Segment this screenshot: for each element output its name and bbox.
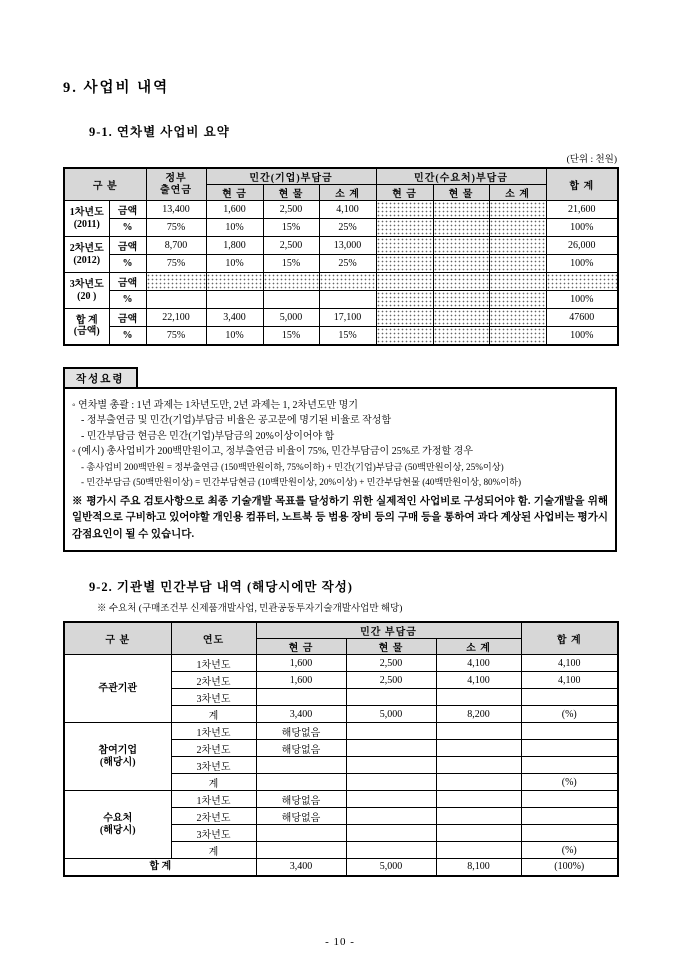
cell: 3차년도: [171, 757, 256, 774]
cell: 계: [171, 842, 256, 859]
cell: 3차년도: [171, 689, 256, 706]
cell: 15%: [263, 327, 319, 345]
guide-line: - 정부출연금 및 민간(기업)부담금 비율은 공고문에 명기된 비율로 작성함: [81, 415, 392, 426]
cell: 계: [171, 706, 256, 723]
cell: 1차년도: [171, 655, 256, 672]
cell: 13,000: [319, 237, 376, 255]
cell: [433, 291, 489, 309]
cell: 해당없음: [256, 740, 346, 757]
cell: 10%: [206, 327, 263, 345]
cell: [256, 774, 346, 791]
year-sublabel: (2012): [73, 254, 101, 266]
cell: [436, 757, 521, 774]
cell: 1,600: [256, 672, 346, 689]
cell: 해당없음: [256, 723, 346, 740]
cell: [436, 689, 521, 706]
header-subtotal: 소 계: [436, 639, 521, 655]
cell: [489, 219, 546, 237]
header-gubun: 구 분: [64, 622, 171, 655]
cell: [433, 273, 489, 291]
cell: 13,400: [146, 201, 206, 219]
page-content: [63, 76, 617, 877]
cell: [433, 327, 489, 345]
cell: 17,100: [319, 309, 376, 327]
guide-line: - 민간부담금 (50백만원이상) = 민간부담현금 (10백만원이상, 20%이상) + 민간부담현물 (40백만원이상, 80%이하): [81, 477, 522, 487]
cell: 3,400: [256, 859, 346, 876]
cell: 5,000: [263, 309, 319, 327]
cell: [376, 273, 433, 291]
cell: 2,500: [346, 672, 436, 689]
cell: 100%: [546, 291, 618, 309]
writing-guide-tab: 작성요령: [63, 367, 138, 389]
table-row-y1-pct: [64, 219, 618, 237]
cell: [436, 842, 521, 859]
cell: [376, 201, 433, 219]
cell: 100%: [546, 327, 618, 345]
cell: [489, 291, 546, 309]
row-label-total: [64, 309, 109, 345]
cell: (%): [521, 774, 618, 791]
row-label-year2: [64, 237, 109, 273]
cell: [376, 219, 433, 237]
table-row-y3-pct: [64, 291, 618, 309]
cell: [546, 273, 618, 291]
cell: [146, 273, 206, 291]
grand-total-label: 합 계: [64, 859, 256, 876]
page-number: - 10 -: [325, 936, 355, 948]
header-year: 연도: [171, 622, 256, 655]
table-row-grand-total: [64, 859, 618, 876]
cell: 4,100: [436, 655, 521, 672]
cell: 10%: [206, 219, 263, 237]
group-name: 참여기업: [98, 744, 138, 756]
guide-line: ◦ (예시) 총사업비가 200백만원이고, 정부출연금 비율이 75%, 민간부담금이 25%로 가정할 경우: [72, 446, 473, 457]
cell: 4,100: [436, 672, 521, 689]
cell: 2차년도: [171, 740, 256, 757]
guide-line: ◦ 연차별 총괄 : 1년 과제는 1차년도만, 2년 과제는 1, 2차년도만 명기: [72, 399, 359, 411]
cell: 75%: [146, 327, 206, 345]
cell: 3,400: [256, 706, 346, 723]
annual-budget-table: [63, 167, 619, 346]
year-sublabel: (2011): [73, 218, 100, 230]
cell: [256, 825, 346, 842]
cell: [521, 808, 618, 825]
cell: [256, 757, 346, 774]
cell: [433, 201, 489, 219]
cell: 1차년도: [171, 723, 256, 740]
guide-note: ※ 평가시 주요 검토사항으로 최종 기술개발 목표를 달성하기 위한 실제적인 사업비로 구성되어야 함. 기술개발을 위해 일반적으로 구비하고 있어야할 개인용 컴퓨터, 노트북 등 범용 장비 등의 구매 등을 통하여 과다 계상된 사업비는 평가시 감점요인이 될 수 있습니다.: [72, 495, 608, 540]
cell: [521, 689, 618, 706]
cell: 21,600: [546, 201, 618, 219]
header-demand-inkind: 현 물: [433, 185, 489, 201]
cell: 3차년도: [171, 825, 256, 842]
cell: [521, 791, 618, 808]
row-label-year1: [64, 201, 109, 237]
year-label: 1차년도: [69, 207, 104, 218]
table-row: [64, 655, 618, 672]
cell: [346, 825, 436, 842]
cell: [346, 689, 436, 706]
cell: [489, 327, 546, 345]
cell: 4,100: [319, 201, 376, 219]
cell: 2차년도: [171, 672, 256, 689]
year-sublabel: (금액): [73, 326, 100, 338]
cell: [521, 740, 618, 757]
cell: [319, 291, 376, 309]
header-gubun: 구 분: [64, 168, 146, 201]
cell: [436, 723, 521, 740]
cell: [256, 842, 346, 859]
detail-title: 9-2. 기관별 민간부담 내역 (해당시에만 작성): [89, 580, 353, 594]
header-inkind: 현 물: [346, 639, 436, 655]
cell: 8,100: [436, 859, 521, 876]
table-row-total-pct: [64, 327, 618, 345]
cell: 4,100: [521, 655, 618, 672]
cell: [489, 201, 546, 219]
cell: 해당없음: [256, 791, 346, 808]
cell: 2,500: [263, 201, 319, 219]
amount-label: 금액: [109, 201, 146, 219]
cell: 2,500: [263, 237, 319, 255]
writing-guide-box: [63, 387, 617, 553]
writing-guide: [63, 367, 617, 553]
cell: (100%): [521, 859, 618, 876]
header-row-1: [64, 622, 618, 639]
amount-label: 금액: [109, 273, 146, 291]
cell: [433, 219, 489, 237]
table-row: [64, 723, 618, 740]
cell: 10%: [206, 255, 263, 273]
cell: [376, 327, 433, 345]
cell: [436, 825, 521, 842]
header-gov-line2: 출연금: [160, 184, 192, 196]
header-company-subtotal: 소 계: [319, 185, 376, 201]
pct-label: %: [109, 219, 146, 237]
cell: [263, 273, 319, 291]
cell: [489, 309, 546, 327]
private-burden-table: [63, 621, 619, 877]
cell: [346, 757, 436, 774]
cell: 1,600: [206, 201, 263, 219]
cell: [206, 273, 263, 291]
table-row: [64, 791, 618, 808]
group-label-demand: [64, 791, 171, 859]
cell: [346, 791, 436, 808]
cell: 15%: [319, 327, 376, 345]
cell: [521, 757, 618, 774]
header-private-group: 민간 부담금: [256, 622, 521, 639]
group-label-participant: [64, 723, 171, 791]
cell: 100%: [546, 219, 618, 237]
cell: 해당없음: [256, 808, 346, 825]
cell: [146, 291, 206, 309]
cell: [376, 255, 433, 273]
unit-note: (단위 : 천원): [566, 155, 617, 165]
cell: 25%: [319, 255, 376, 273]
year-sublabel: (20 ): [77, 290, 97, 302]
guide-line: - 민간부담금 현금은 민간(기업)부담금의 20%이상이어야 함: [81, 430, 335, 442]
cell: (%): [521, 706, 618, 723]
cell: 8,200: [436, 706, 521, 723]
cell: (%): [521, 842, 618, 859]
header-demand-subtotal: 소 계: [489, 185, 546, 201]
cell: [436, 808, 521, 825]
pct-label: %: [109, 291, 146, 309]
cell: 15%: [263, 255, 319, 273]
header-demand-cash: 현 금: [376, 185, 433, 201]
summary-title: 9-1. 연차별 사업비 요약: [89, 125, 230, 139]
table-row-total-amount: [64, 309, 618, 327]
header-gov-line1: 정부: [165, 173, 187, 184]
year-label: 합 계: [75, 314, 98, 326]
cell: 5,000: [346, 859, 436, 876]
cell: [521, 825, 618, 842]
cell: [521, 723, 618, 740]
group-name: 수요처: [103, 812, 133, 824]
cell: [206, 291, 263, 309]
cell: [376, 237, 433, 255]
detail-note: ※ 수요처 (구매조건부 신제품개발사업, 민관공동투자기술개발사업만 해당): [97, 604, 403, 614]
cell: [346, 740, 436, 757]
table-row-y2-pct: [64, 255, 618, 273]
cell: 100%: [546, 255, 618, 273]
cell: [436, 791, 521, 808]
cell: [376, 309, 433, 327]
cell: 1,600: [256, 655, 346, 672]
amount-label: 금액: [109, 237, 146, 255]
header-total: 합 계: [546, 168, 618, 201]
pct-label: %: [109, 327, 146, 345]
cell: 15%: [263, 219, 319, 237]
table-row-y3-amount: [64, 273, 618, 291]
cell: 75%: [146, 219, 206, 237]
table-row-y1-amount: [64, 201, 618, 219]
cell: 5,000: [346, 706, 436, 723]
cell: [433, 309, 489, 327]
section-title: 9. 사업비 내역: [63, 80, 170, 96]
group-label-host: [64, 655, 171, 723]
pct-label: %: [109, 255, 146, 273]
guide-line: - 총사업비 200백만원 = 정부출연금 (150백만원이하, 75%이하) + 민간(기업)부담금 (50백만원이상, 25%이상): [81, 461, 504, 472]
cell: 2,500: [346, 655, 436, 672]
cell: [489, 255, 546, 273]
cell: [319, 273, 376, 291]
cell: 8,700: [146, 237, 206, 255]
cell: 1,800: [206, 237, 263, 255]
cell: [433, 237, 489, 255]
header-company-inkind: 현 물: [263, 185, 319, 201]
cell: [436, 740, 521, 757]
header-total: 합 계: [521, 622, 618, 655]
group-name: 주관기관: [98, 682, 138, 694]
cell: 25%: [319, 219, 376, 237]
cell: 1차년도: [171, 791, 256, 808]
cell: 3,400: [206, 309, 263, 327]
header-cash: 현 금: [256, 639, 346, 655]
cell: 47600: [546, 309, 618, 327]
group-subname: (해당시): [99, 824, 136, 836]
cell: [346, 842, 436, 859]
cell: 4,100: [521, 672, 618, 689]
cell: 26,000: [546, 237, 618, 255]
cell: 22,100: [146, 309, 206, 327]
group-subname: (해당시): [99, 756, 136, 768]
cell: [376, 291, 433, 309]
row-label-year3: [64, 273, 109, 309]
header-company-group: 민간(기업)부담금: [206, 168, 376, 185]
year-label: 3차년도: [69, 279, 104, 290]
cell: 75%: [146, 255, 206, 273]
cell: [346, 774, 436, 791]
amount-label: 금액: [109, 309, 146, 327]
cell: [346, 808, 436, 825]
year-label: 2차년도: [69, 243, 104, 254]
header-row-1: [64, 168, 618, 185]
cell: [263, 291, 319, 309]
header-demand-group: 민간(수요처)부담금: [376, 168, 546, 185]
cell: [346, 723, 436, 740]
cell: [436, 774, 521, 791]
table-row-y2-amount: [64, 237, 618, 255]
cell: [256, 689, 346, 706]
header-gov-contribution: [146, 168, 206, 201]
cell: [433, 255, 489, 273]
cell: [489, 273, 546, 291]
cell: 2차년도: [171, 808, 256, 825]
cell: [489, 237, 546, 255]
cell: 계: [171, 774, 256, 791]
header-company-cash: 현 금: [206, 185, 263, 201]
